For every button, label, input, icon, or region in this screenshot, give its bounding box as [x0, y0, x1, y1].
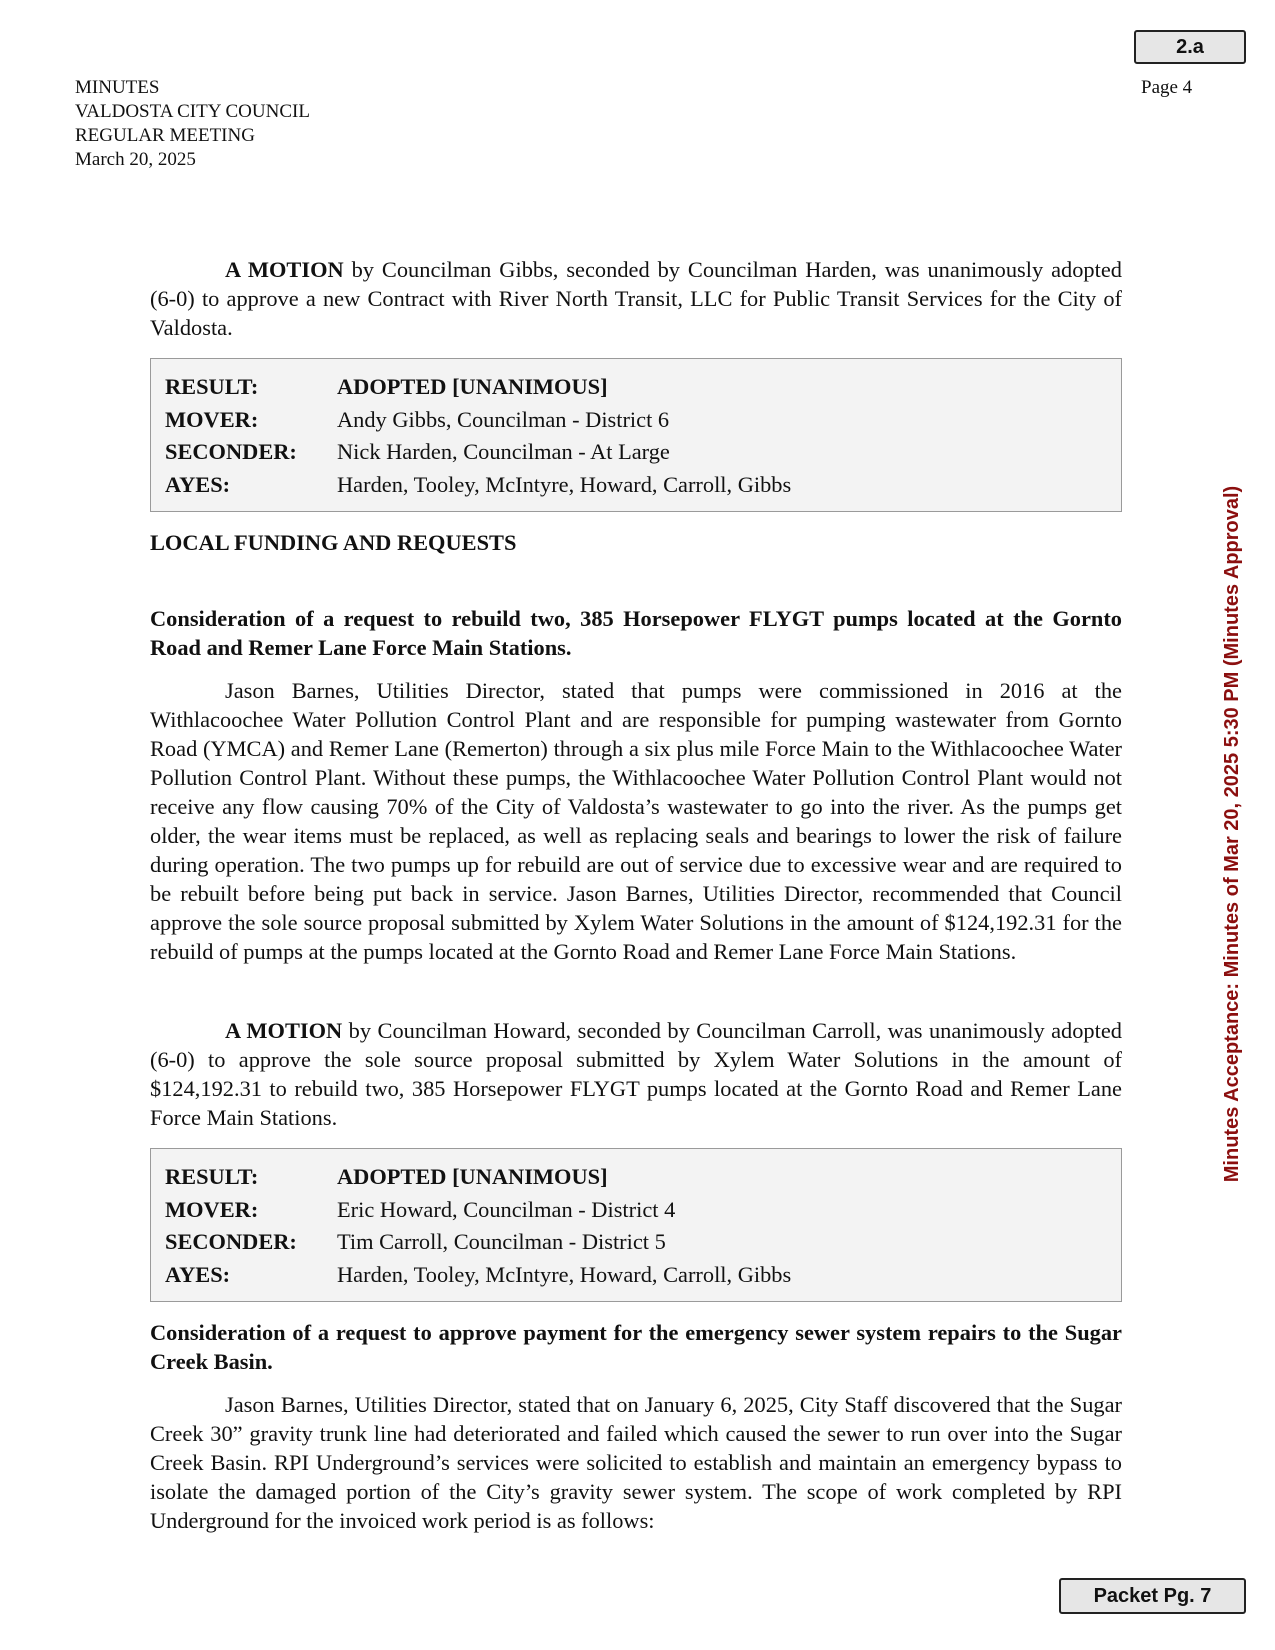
vote-row-ayes	[165, 469, 1107, 502]
ayes-value: Harden, Tooley, McIntyre, Howard, Carroll, Gibbs	[337, 1261, 792, 1287]
motion-lead: A MOTION	[225, 1018, 343, 1043]
mover-label: MOVER:	[165, 406, 259, 432]
seconder-label: SECONDER:	[165, 1229, 297, 1254]
item-title-pumps: Consideration of a request to rebuild two, 385 Horsepower FLYGT pumps located at the Gornto Road and Remer Lane Force Main Stations.	[150, 606, 1122, 660]
item-title-sewer: Consideration of a request to approve payment for the emergency sewer system repairs to the Sugar Creek Basin.	[150, 1320, 1122, 1374]
result-label: RESULT:	[165, 1164, 259, 1189]
vote-row-ayes	[165, 1259, 1107, 1292]
vote-row-mover	[165, 1194, 1107, 1227]
motion-text: by Councilman Gibbs, seconded by Councilman Harden, was unanimously adopted (6-0) to approve a new Contract with River North Transit, LLC for Public Transit Services for the City of Valdosta.	[150, 257, 1122, 340]
vote-row-seconder	[165, 1226, 1107, 1259]
section-heading: LOCAL FUNDING AND REQUESTS	[150, 530, 517, 555]
agenda-item-tag: 2.a	[1134, 30, 1246, 64]
motion-paragraph	[150, 1016, 1122, 1132]
seconder-value: Tim Carroll, Councilman - District 5	[337, 1229, 666, 1254]
mover-value: Andy Gibbs, Councilman - District 6	[337, 406, 670, 432]
result-value: ADOPTED [UNANIMOUS]	[337, 374, 608, 399]
header-line-meeting: REGULAR MEETING	[75, 125, 255, 146]
motion-paragraph	[150, 255, 1122, 342]
vote-row-seconder	[165, 436, 1107, 469]
document-body	[150, 255, 1122, 1535]
ayes-label: AYES:	[165, 471, 231, 497]
vote-row-mover	[165, 404, 1107, 437]
vote-result-box	[150, 358, 1122, 512]
motion-lead: A MOTION	[225, 257, 344, 282]
packet-page-tag: Packet Pg. 7	[1059, 1578, 1246, 1614]
result-label: RESULT:	[165, 374, 259, 399]
seconder-label: SECONDER:	[165, 439, 297, 464]
vote-result-box	[150, 1148, 1122, 1302]
seconder-value: Nick Harden, Councilman - At Large	[337, 439, 670, 464]
ayes-value: Harden, Tooley, McIntyre, Howard, Carroll, Gibbs	[337, 471, 792, 497]
document-header	[75, 76, 310, 172]
vote-row-result	[165, 1161, 1107, 1194]
page-number: Page 4	[1141, 77, 1193, 98]
header-line-date: March 20, 2025	[75, 149, 196, 170]
motion-text: by Councilman Howard, seconded by Councilman Carroll, was unanimously adopted (6-0) to approve the sole source proposal submitted by Xylem Water Solutions in the amount of $124,192.31 to rebuild two, 385 Horsepower FLYGT pumps located at the Gornto Road and Remer Lane Force Main Stations.	[150, 1018, 1122, 1130]
result-value: ADOPTED [UNANIMOUS]	[337, 1164, 608, 1189]
item-body-pumps: Jason Barnes, Utilities Director, stated that pumps were commissioned in 2016 at the Withlacoochee Water Pollution Control Plant and are responsible for pumping wastewater from Gornto Road (YMCA) and Remer Lane (Remerton) through a six plus mile Force Main to the Withlacoochee Water Pollution Control Plant. Without these pumps, the Withlacoochee Water Pollution Control Plant would not receive any flow causing 70% of the City of Valdosta’s wastewater to go into the river. As the pumps get older, the wear items must be replaced, as well as replacing seals and bearings to lower the risk of failure during operation. The two pumps up for rebuild are out of service due to excessive wear and are required to be rebuilt before being put back in service. Jason Barnes, Utilities Director, recommended that Council approve the sole source proposal submitted by Xylem Water Solutions in the amount of $124,192.31 for the rebuild of pumps at the pumps located at the Gornto Road and Remer Lane Force Main Stations.	[150, 678, 1122, 964]
vote-row-result	[165, 371, 1107, 404]
header-line-minutes: MINUTES	[75, 77, 160, 98]
ayes-label: AYES:	[165, 1261, 231, 1287]
item-body-sewer: Jason Barnes, Utilities Director, stated that on January 6, 2025, City Staff discovered that the Sugar Creek 30” gravity trunk line had deteriorated and failed which caused the sewer to run over into the Sugar Creek Basin. RPI Underground’s services were solicited to establish and maintain an emergency bypass to isolate the damaged portion of the City’s gravity sewer system. The scope of work completed by RPI Underground for the invoiced work period is as follows:	[150, 1392, 1122, 1533]
minutes-acceptance-stamp: Minutes Acceptance: Minutes of Mar 20, 2025 5:30 PM (Minutes Approval)	[1221, 485, 1243, 1183]
mover-label: MOVER:	[165, 1196, 259, 1222]
mover-value: Eric Howard, Councilman - District 4	[337, 1196, 676, 1222]
header-line-council: VALDOSTA CITY COUNCIL	[75, 101, 310, 122]
